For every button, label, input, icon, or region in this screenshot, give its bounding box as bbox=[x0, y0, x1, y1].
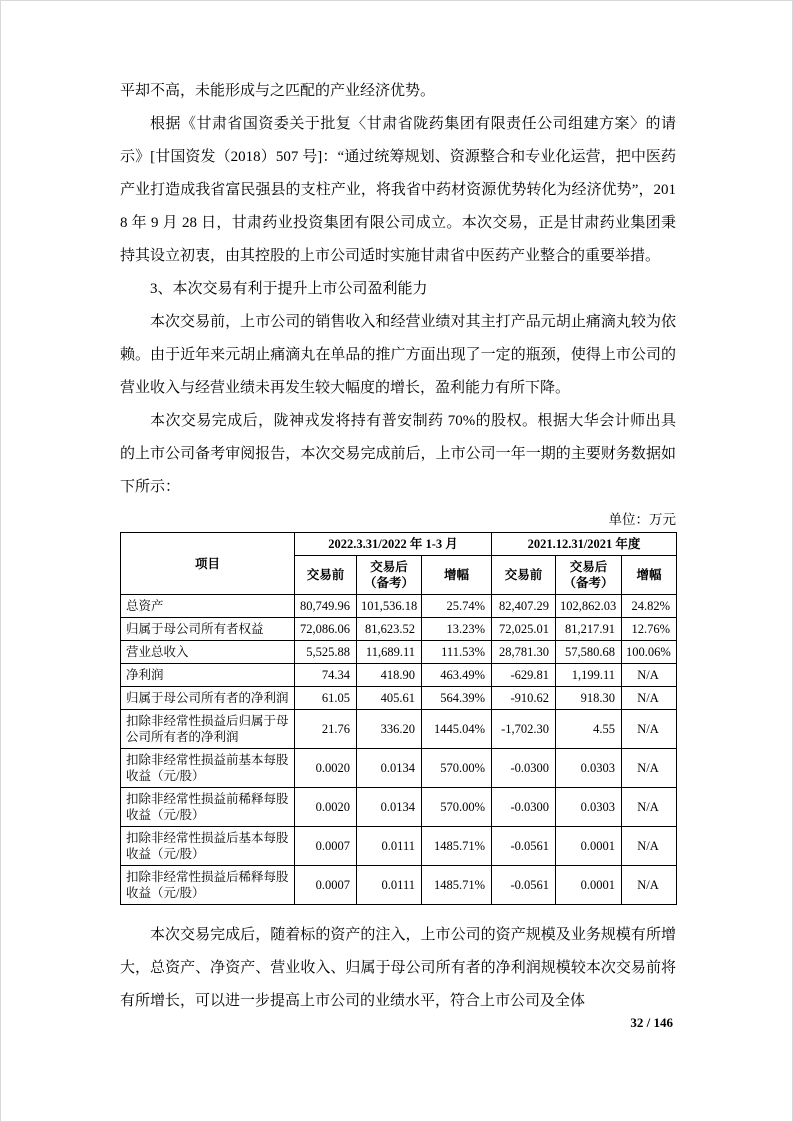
table-row bbox=[121, 687, 677, 710]
table-cell: N/A bbox=[622, 827, 677, 866]
table-cell: 0.0020 bbox=[295, 788, 357, 827]
table-row bbox=[121, 710, 677, 749]
table-row-label: 归属于母公司所有者的净利润 bbox=[121, 687, 295, 710]
table-row-label: 营业总收入 bbox=[121, 641, 295, 664]
table-cell: 102,862.03 bbox=[556, 595, 622, 618]
table-row-label: 净利润 bbox=[121, 664, 295, 687]
table-cell: 1485.71% bbox=[422, 827, 492, 866]
financial-comparison-table bbox=[120, 532, 677, 905]
table-cell: -629.81 bbox=[492, 664, 556, 687]
table-cell: -1,702.30 bbox=[492, 710, 556, 749]
table-cell: 0.0007 bbox=[295, 866, 357, 905]
table-cell: 405.61 bbox=[357, 687, 422, 710]
table-row-label: 扣除非经常性损益后稀释每股收益（元/股） bbox=[121, 866, 295, 905]
col-header-change-2021: 增幅 bbox=[622, 556, 677, 595]
table-cell: 918.30 bbox=[556, 687, 622, 710]
table-cell: 570.00% bbox=[422, 788, 492, 827]
table-cell: N/A bbox=[622, 749, 677, 788]
table-cell: 0.0111 bbox=[357, 866, 422, 905]
col-header-pre-deal-2021: 交易前 bbox=[492, 556, 556, 595]
table-cell: 80,749.96 bbox=[295, 595, 357, 618]
paragraph-continuation: 平却不高，未能形成与之匹配的产业经济优势。 bbox=[120, 83, 436, 99]
table-row-label: 扣除非经常性损益后归属于母公司所有者的净利润 bbox=[121, 710, 295, 749]
paragraph-before-deal: 本次交易前，上市公司的销售收入和经营业绩对其主打产品元胡止痛滴丸较为依赖。由于近年来元胡止痛滴丸在单品的推广方面出现了一定的瓶颈，使得上市公司的营业收入与经营业绩未再发生较大幅度的增长，盈利能力有所下降。 bbox=[120, 314, 676, 396]
table-cell: 5,525.88 bbox=[295, 641, 357, 664]
table-cell: N/A bbox=[622, 866, 677, 905]
table-cell: 4.55 bbox=[556, 710, 622, 749]
table-cell: 336.20 bbox=[357, 710, 422, 749]
table-cell: 100.06% bbox=[622, 641, 677, 664]
table-cell: -0.0561 bbox=[492, 866, 556, 905]
table-cell: 0.0111 bbox=[357, 827, 422, 866]
page-content bbox=[120, 75, 676, 1018]
table-cell: N/A bbox=[622, 710, 677, 749]
col-header-post-deal-2021: 交易后（备考） bbox=[556, 556, 622, 595]
table-cell: 24.82% bbox=[622, 595, 677, 618]
table-cell: -0.0300 bbox=[492, 749, 556, 788]
table-cell: 463.49% bbox=[422, 664, 492, 687]
table-row bbox=[121, 641, 677, 664]
table-cell: 28,781.30 bbox=[492, 641, 556, 664]
table-cell: 25.74% bbox=[422, 595, 492, 618]
table-cell: 0.0134 bbox=[357, 788, 422, 827]
table-cell: 0.0303 bbox=[556, 788, 622, 827]
col-header-period-2021: 2021.12.31/2021 年度 bbox=[492, 533, 677, 556]
table-cell: 570.00% bbox=[422, 749, 492, 788]
table-cell: 21.76 bbox=[295, 710, 357, 749]
table-cell: 11,689.11 bbox=[357, 641, 422, 664]
table-cell: 0.0001 bbox=[556, 866, 622, 905]
paragraph-conclusion: 本次交易完成后，随着标的资产的注入，上市公司的资产规模及业务规模有所增大，总资产、净资产、营业收入、归属于母公司所有者的净利润规模较本次交易前将有所增长，可以进一步提高上市公司的业绩水平，符合上市公司及全体 bbox=[120, 927, 676, 1009]
table-cell: 12.76% bbox=[622, 618, 677, 641]
table-cell: N/A bbox=[622, 788, 677, 827]
table-cell: 564.39% bbox=[422, 687, 492, 710]
table-row bbox=[121, 664, 677, 687]
table-cell: 74.34 bbox=[295, 664, 357, 687]
col-header-change-2022: 增幅 bbox=[422, 556, 492, 595]
col-header-item: 项目 bbox=[121, 533, 295, 595]
table-cell: 0.0001 bbox=[556, 827, 622, 866]
col-header-post-deal-2022: 交易后（备考） bbox=[357, 556, 422, 595]
table-cell: 72,025.01 bbox=[492, 618, 556, 641]
paragraph-policy-quote: 根据《甘肃省国资委关于批复〈甘肃省陇药集团有限责任公司组建方案〉的请示》[甘国资发（2018）507 号]：“通过统筹规划、资源整合和专业化运营，把中医药产业打造成我省富民强县的支柱产业，将我省中药材资源优势转化为经济优势”，2018 年 9 月 28 日，甘肃药业投资集团有限公司成立。本次交易，正是甘肃药业集团秉持其设立初衷，由其控股的上市公司适时实施甘肃省中医药产业整合的重要举措。 bbox=[120, 116, 676, 264]
table-row-label: 扣除非经常性损益前稀释每股收益（元/股） bbox=[121, 788, 295, 827]
table-cell: 1485.71% bbox=[422, 866, 492, 905]
table-cell: 418.90 bbox=[357, 664, 422, 687]
table-row-label: 扣除非经常性损益前基本每股收益（元/股） bbox=[121, 749, 295, 788]
table-cell: 0.0020 bbox=[295, 749, 357, 788]
table-row bbox=[121, 788, 677, 827]
table-cell: 1,199.11 bbox=[556, 664, 622, 687]
table-cell: N/A bbox=[622, 664, 677, 687]
table-body bbox=[121, 595, 677, 905]
table-cell: 13.23% bbox=[422, 618, 492, 641]
table-cell: 57,580.68 bbox=[556, 641, 622, 664]
table-row bbox=[121, 749, 677, 788]
table-cell: -910.62 bbox=[492, 687, 556, 710]
table-cell: 101,536.18 bbox=[357, 595, 422, 618]
table-cell: N/A bbox=[622, 687, 677, 710]
table-row bbox=[121, 618, 677, 641]
paragraph-after-deal-intro: 本次交易完成后，陇神戎发将持有普安制药 70%的股权。根据大华会计师出具的上市公司备考审阅报告，本次交易完成前后，上市公司一年一期的主要财务数据如下所示： bbox=[120, 413, 676, 495]
table-row-label: 扣除非经常性损益后基本每股收益（元/股） bbox=[121, 827, 295, 866]
table-row bbox=[121, 866, 677, 905]
table-cell: 0.0134 bbox=[357, 749, 422, 788]
table-row-label: 归属于母公司所有者权益 bbox=[121, 618, 295, 641]
table-row-label: 总资产 bbox=[121, 595, 295, 618]
table-cell: -0.0300 bbox=[492, 788, 556, 827]
table-cell: 1445.04% bbox=[422, 710, 492, 749]
table-cell: 0.0007 bbox=[295, 827, 357, 866]
table-cell: 81,217.91 bbox=[556, 618, 622, 641]
table-cell: 82,407.29 bbox=[492, 595, 556, 618]
table-header-row-1 bbox=[121, 533, 677, 556]
table-cell: 81,623.52 bbox=[357, 618, 422, 641]
col-header-period-2022: 2022.3.31/2022 年 1-3 月 bbox=[295, 533, 492, 556]
table-cell: 111.53% bbox=[422, 641, 492, 664]
table-cell: 72,086.06 bbox=[295, 618, 357, 641]
table-unit-label: 单位：万元 bbox=[608, 512, 676, 527]
table-row bbox=[121, 827, 677, 866]
table-row bbox=[121, 595, 677, 618]
col-header-pre-deal-2022: 交易前 bbox=[295, 556, 357, 595]
table-cell: 61.05 bbox=[295, 687, 357, 710]
table-cell: -0.0561 bbox=[492, 827, 556, 866]
table-cell: 0.0303 bbox=[556, 749, 622, 788]
section-heading: 3、本次交易有利于提升上市公司盈利能力 bbox=[150, 281, 428, 297]
page-number: 32 / 146 bbox=[630, 1015, 673, 1030]
